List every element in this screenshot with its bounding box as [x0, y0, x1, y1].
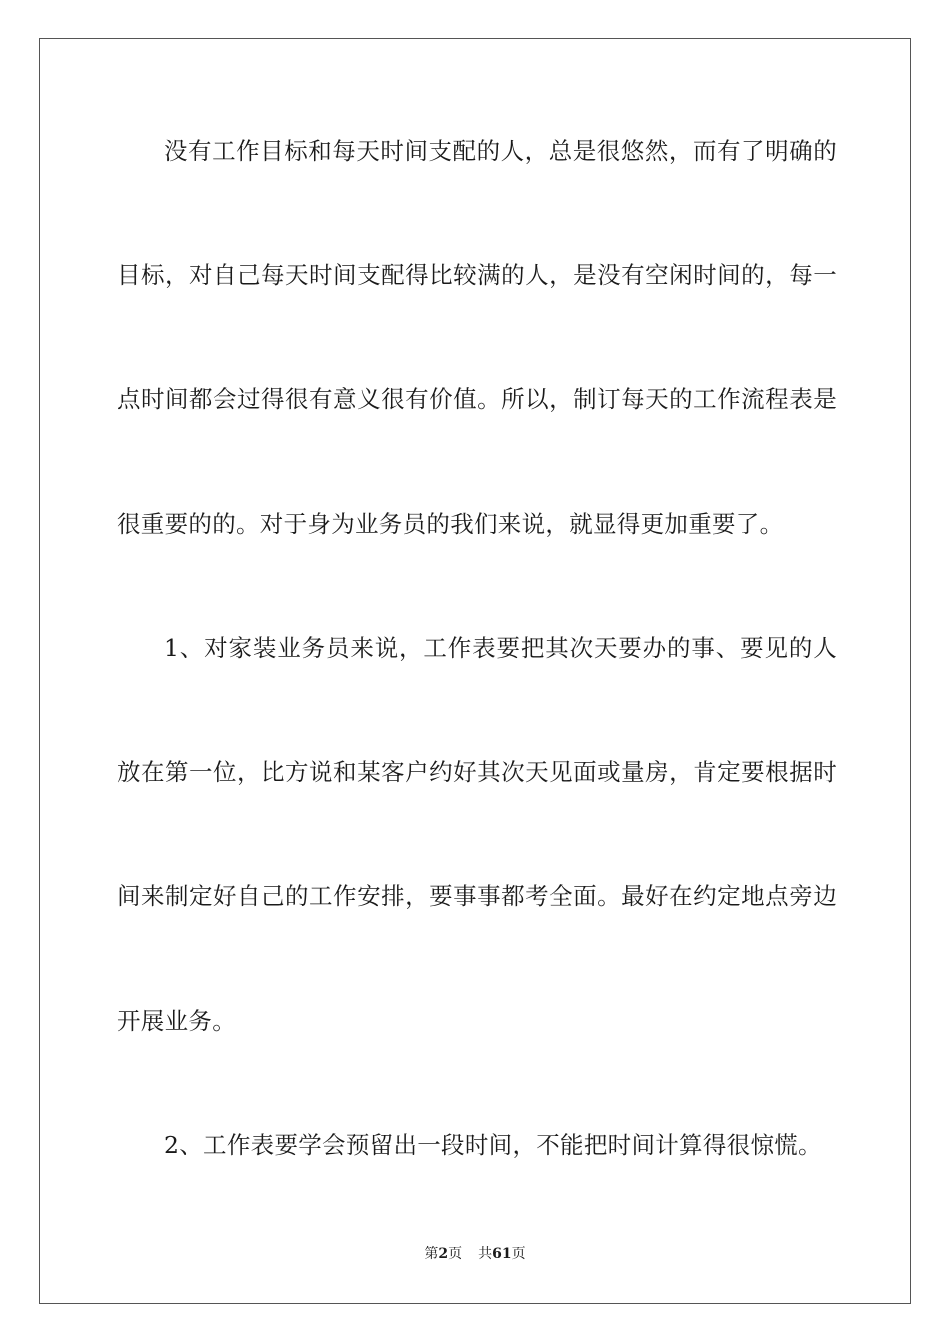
page-prefix: 第: [424, 1246, 439, 1262]
paragraph-line: 1、对家装业务员来说，工作表要把其次天要办的事、要见的人: [164, 634, 837, 662]
total-suffix: 页: [511, 1246, 526, 1262]
paragraph-line: 放在第一位，比方说和某客户约好其次天见面或量房，肯定要根据时: [117, 758, 837, 786]
page-number: 2: [438, 1246, 449, 1262]
page-suffix: 页: [448, 1246, 463, 1262]
paragraph-line: 很重要的的。对于身为业务员的我们来说，就显得更加重要了。: [117, 510, 784, 538]
paragraph-line: 间来制定好自己的工作安排，要事事都考全面。最好在约定地点旁边: [117, 882, 837, 910]
paragraph-line: 开展业务。: [117, 1007, 236, 1035]
paragraph-line: 点时间都会过得很有意义很有价值。所以，制订每天的工作流程表是: [117, 385, 837, 413]
total-pages: 61: [492, 1246, 512, 1262]
paragraph-line: 2、工作表要学会预留出一段时间，不能把时间计算得很惊慌。: [164, 1131, 822, 1159]
page-footer: [0, 1244, 950, 1264]
paragraph-line: 目标，对自己每天时间支配得比较满的人，是没有空闲时间的，每一: [117, 261, 837, 289]
total-prefix: 共: [478, 1246, 493, 1262]
paragraph-line: 没有工作目标和每天时间支配的人，总是很悠然，而有了明确的: [164, 137, 837, 165]
page-border: [39, 38, 911, 1304]
